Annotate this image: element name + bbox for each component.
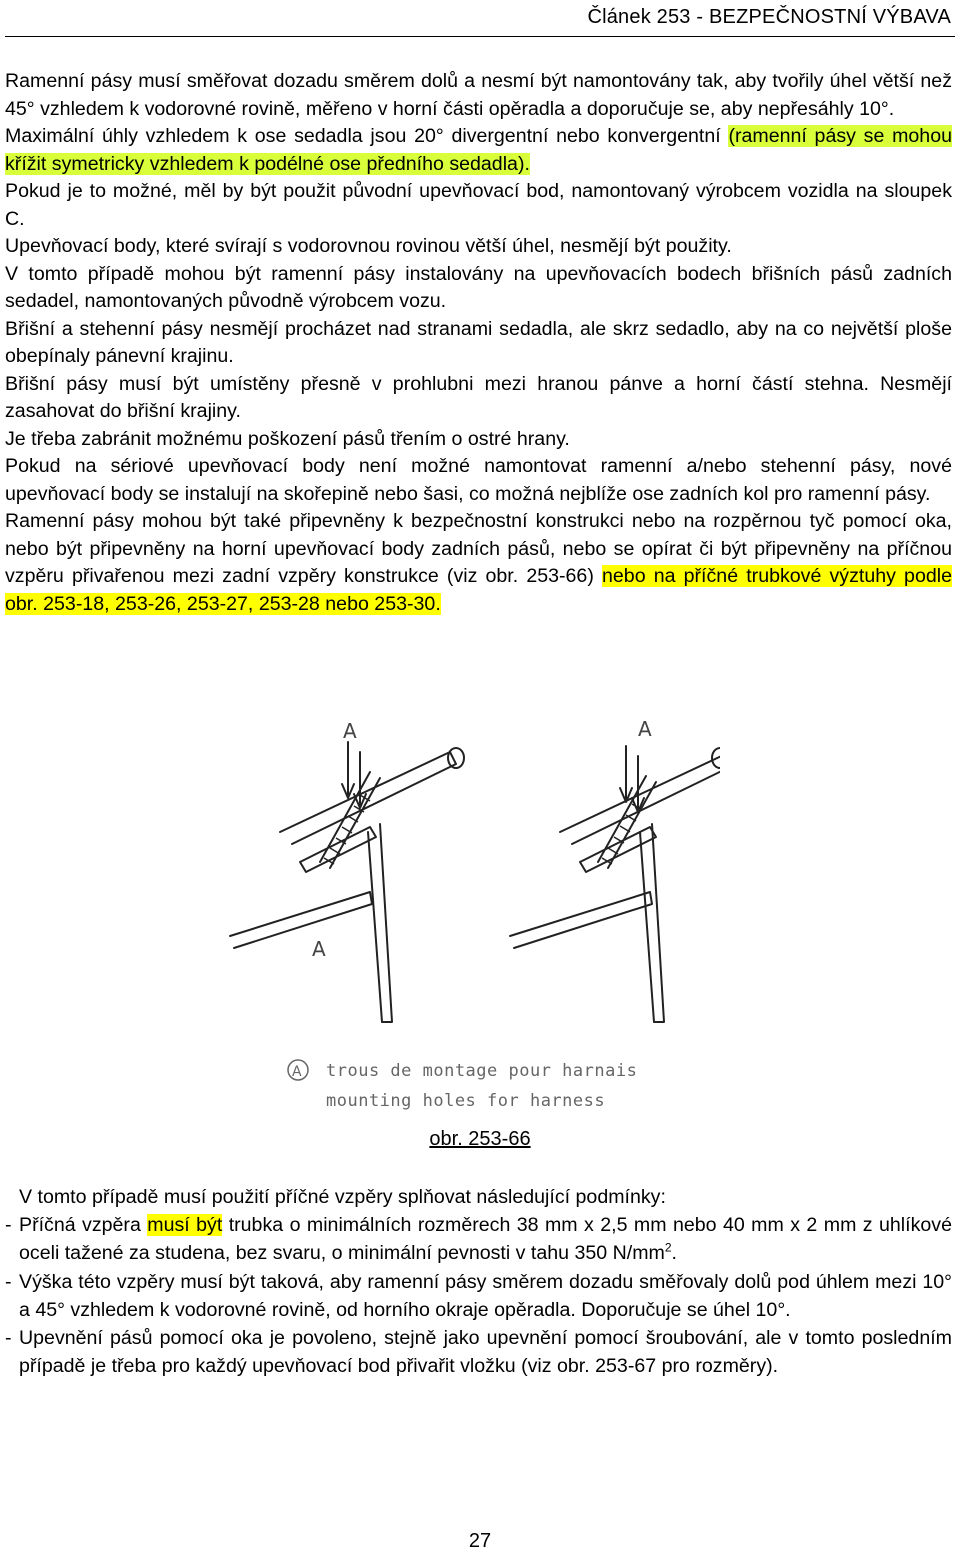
highlight-must-be: musí být <box>147 1214 223 1237</box>
left-upright <box>368 824 392 1022</box>
header-rule <box>5 36 955 37</box>
left-threaded-bar <box>320 772 380 868</box>
left-lower-tube <box>230 892 372 948</box>
right-diagonal-brace <box>560 752 720 844</box>
paragraph-rear-lap-mounts: V tomto případě mohou být ramenní pásy instalovány na upevňovacích bodech břišních pásů zadních sedadel, namontovaných původně výrobcem vozu. <box>5 262 952 312</box>
conditions-intro: V tomto případě musí použití příčné vzpěry splňovat následující podmínky: <box>19 1186 666 1208</box>
right-roll-bar <box>510 746 720 1022</box>
right-lower-tube <box>510 892 652 948</box>
figure-caption <box>0 1128 960 1151</box>
paragraph-original-mount: Pokud je to možné, měl by být použit původní upevňovací bod, namontovaný výrobcem vozidla na sloupek C. <box>5 180 952 230</box>
condition-eye-attachment <box>5 1324 952 1380</box>
condition-eye-text: Upevnění pásů pomocí oka je povoleno, stejně jako upevnění pomocí šroubování, ale v tomto posledním případě je třeba pro každý upevňovací bod přivařit vložku (viz obr. 253-67 pro rozměry). <box>19 1327 952 1378</box>
paragraph-steep-mounts: Upevňovací body, které svírají s vodorovnou rovinou větší úhel, nesmějí být použity. <box>5 235 732 257</box>
left-arrow-2 <box>354 752 366 808</box>
right-upright <box>640 824 664 1022</box>
label-a-left-bottom: A <box>312 937 326 961</box>
paragraph-lap-position: Břišní pásy musí být umístěny přesně v prohlubni mezi hranou pánve a horní částí stehna. Nesmějí zasahovat do břišní krajiny. <box>5 372 952 422</box>
conditions-section <box>5 1183 952 1380</box>
list-dash: - <box>5 1214 12 1237</box>
condition-tube-text-end: . <box>671 1242 677 1265</box>
paragraph-max-angles <box>5 123 952 178</box>
condition-height-text: Výška této vzpěry musí být taková, aby ramenní pásy směrem dozadu směřovaly dolů pod úhlem mezi 10° a 45° vzhledem k vodorovné rovině, od horního okraje opěradla. Doporučuje se úhel 10°. <box>19 1270 952 1321</box>
label-a-left-top: A <box>343 719 357 743</box>
figure-legend <box>288 1060 637 1111</box>
highlight-tube-reinforcement: nebo na příčné trubkové výztuhy podle obr. 253-18, 253-26, 253-27, 253-28 nebo 253-30. <box>5 565 952 615</box>
highlight-crossing-note: (ramenní pásy se mohou křížit symetricky vzhledem k podélné ose předního sedadla). <box>5 125 952 175</box>
paragraph-attachment-text: Ramenní pásy mohou být také připevněny k bezpečnostní konstrukci nebo na rozpěrnou tyč pomocí oka, nebo být připevněny na horní upevňovací body zadních pásů, nebo se opírat či být připevněny na příčnou vzpěru přivařenou mezi zadní vzpěry konstrukce (viz obr. 253-66) <box>5 510 952 587</box>
page-header-title: Článek 253 - BEZPEČNOSTNÍ VÝBAVA <box>587 6 951 28</box>
paragraph-abrasion: Je třeba zabránit možnému poškození pásů třením o ostré hrany. <box>5 427 570 450</box>
paragraph-shoulder-angle: Ramenní pásy musí směřovat dozadu směrem dolů a nesmí být namontovány tak, aby tvořily úhel větší než 45° vzhledem k vodorovné rovině, měřeno v horní části opěradla a doporučuje se, aby nepřesáhly 10°. <box>5 70 952 120</box>
condition-tube-text-a: Příčná vzpěra <box>19 1214 148 1237</box>
condition-tube-text-b: trubka o minimálních rozměrech 38 mm x 2,5 mm nebo 40 mm x 2 mm z uhlíkové oceli tažené za studena, bez svaru, o minimální pevnosti v tahu 350 N/mm <box>19 1214 952 1265</box>
article-body <box>5 68 952 618</box>
legend-english: mounting holes for harness <box>326 1091 606 1111</box>
right-arrow-1 <box>620 746 632 802</box>
figure-caption-text: obr. 253-66 <box>429 1128 531 1150</box>
harness-mount-drawing <box>220 712 720 1122</box>
page-number: 27 <box>468 1530 492 1552</box>
legend-french: trous de montage pour harnais <box>326 1061 638 1081</box>
condition-height <box>5 1268 952 1324</box>
left-roll-bar <box>230 742 464 1022</box>
paragraph-max-angles-text: Maximální úhly vzhledem k ose sedadla jsou 20° divergentní nebo konvergentní <box>5 125 729 147</box>
list-dash: - <box>5 1327 12 1350</box>
condition-tube-spec <box>5 1211 952 1267</box>
legend-circle-letter: A <box>292 1064 302 1080</box>
figure-253-66 <box>220 712 720 1122</box>
paragraph-attachment-options <box>5 508 952 618</box>
paragraph-new-mounts: Pokud na sériové upevňovací body není možné namontovat ramenní a/nebo stehenní pásy, nové upevňovací body se instalují na skořepině nebo šasi, co možná nejblíže ose zadních kol pro ramenní pásy. <box>5 455 952 505</box>
superscript-2: 2 <box>664 1240 672 1255</box>
list-dash: - <box>5 1270 12 1293</box>
label-a-right-top: A <box>638 717 652 741</box>
paragraph-lap-straps: Břišní a stehenní pásy nesmějí procházet nad stranami sedadla, ale skrz sedadlo, aby na co největší ploše obepínaly pánevní krajinu. <box>5 317 952 367</box>
left-arrow-1 <box>342 742 354 798</box>
